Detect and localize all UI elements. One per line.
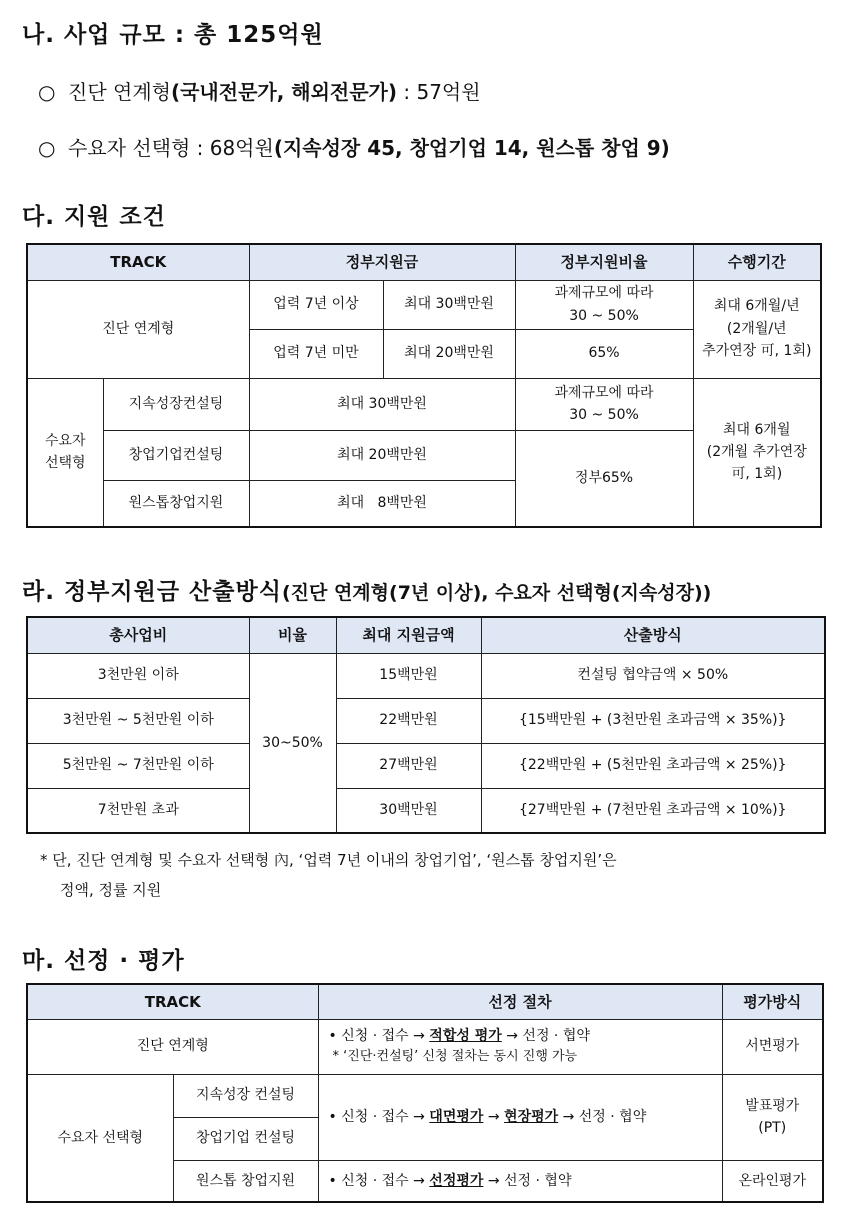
bullet-text: 수요자 선택형 : 68억원 bbox=[68, 136, 274, 160]
track-diagnosis: 진단 연계형 bbox=[27, 1019, 318, 1074]
section-title-calc bbox=[22, 573, 711, 606]
proc-text: • 신청 · 접수 → bbox=[328, 1027, 430, 1044]
demand-line1: 수요자 bbox=[44, 432, 86, 449]
selection-table bbox=[26, 983, 824, 1203]
calc-total: 5천만원 ~ 7천만원 이하 bbox=[27, 743, 249, 788]
calc-method: {22백만원 + (5천만원 초과금액 × 25%)} bbox=[481, 743, 825, 788]
sub-startup: 창업기업컨설팅 bbox=[103, 430, 249, 480]
proc-step-interview: 대면평가 bbox=[429, 1108, 484, 1125]
proc-text: → bbox=[483, 1108, 505, 1125]
ratio-line1: 과제규모에 따라 bbox=[554, 384, 654, 401]
calc-table bbox=[26, 616, 826, 834]
header-track: TRACK bbox=[27, 984, 318, 1019]
onestop-max: 최대 8백만원 bbox=[249, 480, 515, 527]
note-line2: 정액, 정률 지원 bbox=[60, 881, 162, 899]
calc-note bbox=[40, 845, 830, 905]
onestop-eval: 온라인평가 bbox=[722, 1160, 823, 1202]
bullet-text-bold: (국내전문가, 해외전문가) bbox=[170, 80, 398, 104]
header-gov-ratio: 정부지원비율 bbox=[515, 244, 693, 280]
demand-period bbox=[693, 378, 821, 527]
calc-method: {27백만원 + (7천만원 초과금액 × 10%)} bbox=[481, 788, 825, 833]
max-30m: 최대 30백만원 bbox=[383, 280, 515, 329]
eval-line1: 발표평가 bbox=[745, 1097, 800, 1114]
calc-total: 7천만원 초과 bbox=[27, 788, 249, 833]
proc-text: • 신청 · 접수 → bbox=[328, 1108, 430, 1125]
period-line2: (2개월/년 bbox=[726, 320, 787, 337]
header-procedure: 선정 절차 bbox=[318, 984, 722, 1019]
note-line1: * 단, 진단 연계형 및 수요자 선택형 內, ‘업력 7년 이내의 창업기업’, ‘원스톱 창업지원’은 bbox=[40, 851, 617, 869]
calc-max: 30백만원 bbox=[336, 788, 481, 833]
onestop-procedure bbox=[318, 1160, 722, 1202]
max-20m: 최대 20백만원 bbox=[383, 329, 515, 378]
diag-procedure-line bbox=[329, 1025, 718, 1047]
header-total: 총사업비 bbox=[27, 617, 249, 653]
ratio-line2: 30 ~ 50% bbox=[569, 407, 639, 423]
demand-eval bbox=[722, 1074, 823, 1160]
proc-step-site: 현장평가 bbox=[504, 1108, 559, 1125]
period-line3: 추가연장 可, 1회) bbox=[702, 343, 812, 360]
bullet-diagnosis-budget bbox=[38, 76, 481, 105]
growth-ratio bbox=[515, 378, 693, 430]
diag-procedure-note: * ‘진단·컨설팅’ 신청 절차는 동시 진행 가능 bbox=[332, 1049, 578, 1065]
proc-text: → 선정 · 협약 bbox=[501, 1027, 590, 1044]
header-max: 최대 지원금액 bbox=[336, 617, 481, 653]
calc-total: 3천만원 ~ 5천만원 이하 bbox=[27, 698, 249, 743]
bullet-text-amount: : 57억원 bbox=[397, 80, 481, 104]
section-title-conditions: 다. 지원 조건 bbox=[22, 204, 166, 230]
calc-method: 컨설팅 협약금액 × 50% bbox=[481, 653, 825, 698]
calc-title-rest: (진단 연계형(7년 이상), 수요자 선택형(지속성장)) bbox=[281, 582, 712, 604]
sub-onestop: 원스톱 창업지원 bbox=[173, 1160, 318, 1202]
eval-line2: (PT) bbox=[758, 1120, 787, 1136]
ratio-by-scale bbox=[515, 280, 693, 329]
demand-line2: 선택형 bbox=[44, 455, 86, 472]
calc-max: 15백만원 bbox=[336, 653, 481, 698]
section-title-scale: 나. 사업 규모 : 총 125억원 bbox=[22, 22, 324, 48]
header-period: 수행기간 bbox=[693, 244, 821, 280]
period-line1: 최대 6개월/년 bbox=[713, 298, 800, 315]
demand-ratio: 정부65% bbox=[515, 430, 693, 527]
track-demand bbox=[27, 378, 103, 527]
header-eval: 평가방식 bbox=[722, 984, 823, 1019]
demand-procedure bbox=[318, 1074, 722, 1160]
bullet-text-bold: (지속성장 45, 창업기업 14, 원스톱 창업 9) bbox=[273, 136, 670, 160]
bullet-demand-budget bbox=[38, 132, 670, 161]
conditions-table bbox=[26, 243, 822, 528]
calc-title-bold: 라. 정부지원금 산출방식 bbox=[22, 579, 282, 605]
period-line1: 최대 6개월 bbox=[723, 421, 791, 438]
period-line2: (2개월 추가연장 bbox=[706, 444, 807, 461]
header-track: TRACK bbox=[27, 244, 249, 280]
calc-method: {15백만원 + (3천만원 초과금액 × 35%)} bbox=[481, 698, 825, 743]
calc-total: 3천만원 이하 bbox=[27, 653, 249, 698]
startup-max: 최대 20백만원 bbox=[249, 430, 515, 480]
growth-max: 최대 30백만원 bbox=[249, 378, 515, 430]
calc-max: 27백만원 bbox=[336, 743, 481, 788]
calc-ratio: 30~50% bbox=[249, 653, 336, 833]
header-method: 산출방식 bbox=[481, 617, 825, 653]
ratio-line1: 과제규모에 따라 bbox=[554, 285, 654, 302]
proc-text: → 선정 · 협약 bbox=[558, 1108, 647, 1125]
sub-startup: 창업기업 컨설팅 bbox=[173, 1117, 318, 1160]
sub-growth: 지속성장컨설팅 bbox=[103, 378, 249, 430]
track-demand: 수요자 선택형 bbox=[27, 1074, 173, 1202]
diag-period bbox=[693, 280, 821, 378]
header-gov-fund: 정부지원금 bbox=[249, 244, 515, 280]
period-line3: 可, 1회) bbox=[731, 466, 783, 483]
sub-growth: 지속성장 컨설팅 bbox=[173, 1074, 318, 1117]
proc-text: • 신청 · 접수 → bbox=[328, 1172, 430, 1189]
age-under-7: 업력 7년 미만 bbox=[249, 329, 383, 378]
section-title-selection: 마. 선정 · 평가 bbox=[22, 948, 185, 974]
ratio-65: 65% bbox=[515, 329, 693, 378]
diag-eval: 서면평가 bbox=[722, 1019, 823, 1074]
proc-text: → 선정 · 협약 bbox=[483, 1172, 572, 1189]
age-over-7: 업력 7년 이상 bbox=[249, 280, 383, 329]
sub-onestop: 원스톱창업지원 bbox=[103, 480, 249, 527]
diag-procedure bbox=[318, 1019, 722, 1074]
track-diagnosis: 진단 연계형 bbox=[27, 280, 249, 378]
proc-step-selection: 선정평가 bbox=[429, 1172, 484, 1189]
calc-max: 22백만원 bbox=[336, 698, 481, 743]
bullet-text: 진단 연계형 bbox=[68, 80, 171, 104]
proc-step-fitness: 적합성 평가 bbox=[429, 1027, 502, 1044]
header-ratio: 비율 bbox=[249, 617, 336, 653]
ratio-line2: 30 ~ 50% bbox=[569, 307, 639, 324]
bullet-circle-icon: ○ bbox=[38, 80, 56, 104]
bullet-circle-icon: ○ bbox=[38, 136, 56, 160]
